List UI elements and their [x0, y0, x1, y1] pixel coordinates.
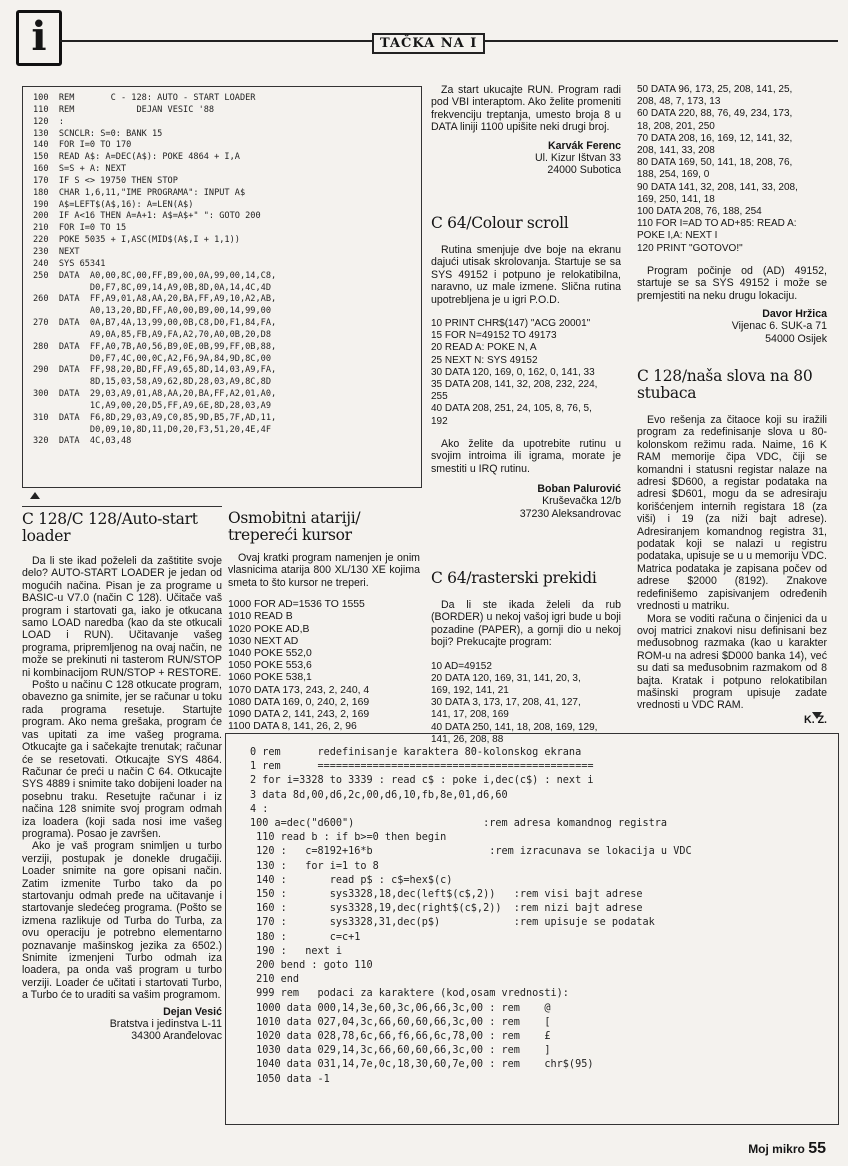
author: Davor Hržica	[762, 308, 827, 321]
atari-listing: 1000 FOR AD=1536 TO 1555 1010 READ B 1020 POKE AD,B 1030 NEXT AD 1040 POKE 552,0 1050 POKE 553,6 1060 POKE 538,1 1070 DATA 173, 243, 2, 240, 4 1080 DATA 169, 0, 240, 2, 169 1090 DATA 2, 141, 243, 2, 169 1100 DATA 8, 141, 26, 2, 96	[228, 599, 370, 733]
paragraph: Da li ste ikada želeli da rub (BORDER) u nekoj vašoj igri bude u boji pozadine (PAPER), a gornji dio u nekoj boji? Prekucajte program:	[431, 599, 621, 649]
raster-listing: 10 AD=49152 20 DATA 120, 169, 31, 141, 20, 3, 169, 192, 141, 21 30 DATA 3, 173, 17, 208, 41, 127, 141, 17, 208, 169 40 DATA 250, 141, 18, 208, 169, 129, 141, 26, 208, 88	[431, 660, 598, 745]
colour-listing: 10 PRINT CHR$(147) "ACG 20001" 15 FOR N=49152 TO 49173 20 READ A: POKE N, A 25 NEXT N: SYS 49152 30 DATA 120, 169, 0, 162, 0, 141, 33 35 DATA 208, 141, 32, 208, 232, 224, 255 40 DATA 208, 251, 24, 105, 8, 76, 5, 192	[431, 318, 598, 427]
c128-listing: 100 REM C - 128: AUTO - START LOADER 110 REM DEJAN VESIC '88 120 : 130 SCNCLR: S=0: BANK 15 140 FOR I=0 TO 170 150 READ A$: A=DEC(A$): POKE 4864 + I,A 160 S=S + A: NEXT 170 IF S <> 19750 THEN STOP 180 CHAR 1,6,11,"IME PROGRAMA": INPUT A$ 190 A$=LEFT$(A$,16): A=LEN(A$) 200 IF A<16 THEN A=A+1: A$=A$+" ": GOTO 200 210 FOR I=0 TO 15 220 POKE 5035 + I,ASC(MID$(A$,I + 1,1)) 230 NEXT 240 SYS 65341 250 DATA A0,00,8C,00,FF,B9,00,0A,99,00,14,C8, D0,F7,8C,09,14,A9,0B,8D,0A,14,4C,4D 260 DATA FF,A9,01,A8,AA,20,BA,FF,A9,10,A2,AB, A0,13,20,BD,FF,A0,00,B9,00,14,99,00 270 DATA 0A,B7,4A,13,99,00,0B,C8,D0,F1,84,FA, A9,0A,85,FB,A9,FA,A2,70,A0,0B,20,D8 280 DATA FF,A0,7B,A0,56,B9,0E,0B,99,FF,0B,88, D0,F7,4C,00,0C,A2,F6,9A,84,9D,8C,00 290 DATA FF,98,20,BD,FF,A9,65,8D,14,03,A9,FA, 8D,15,03,58,A9,62,8D,28,03,A9,8C,8D 300 DATA 29,03,A9,01,A8,AA,20,BA,FF,A2,01,A0, 1C,A9,00,20,D5,FF,A9,6E,8D,28,03,A9 310 DATA F6,8D,29,03,A9,C0,85,9D,B5,7F,AD,11, D0,09,10,8D,11,D0,20,F3,51,20,4E,4F 320 DATA 4C,03,48	[33, 93, 277, 447]
author: K. Z.	[804, 713, 827, 726]
c128-listing-box	[22, 86, 422, 488]
author: Karvák Ferenc	[547, 139, 621, 152]
section-tag: TAČKA NA I	[372, 33, 485, 54]
address-line: Bratstva i jedinstva L-11	[109, 1018, 222, 1031]
paragraph: Mora se voditi računa o činjenici da u ovoj matrici znakovi nisu definisani bez međusobnog razmaka (kao u karakter ROM-u na adresi $D000 banka 14), već su dati sa međusobnim razmakom od 8 bajta. Kratak i potpuno relokatibilan mašinski program upisuje zadate vrednosti u VDC RAM.	[637, 612, 827, 712]
author: Boban Palurović	[537, 483, 621, 496]
page-footer	[748, 1140, 826, 1158]
author: Dejan Vesić	[163, 1005, 222, 1018]
paragraph: Program počinje od (AD) 49152, startuje se sa SYS 49152 i može se premjestiti na neku drugu lokaciju.	[637, 264, 827, 302]
paragraph: Ako želite da upotrebite rutinu u svojim introima ili igrama, morate je smestiti u IRQ rutinu.	[431, 437, 621, 475]
address-line: Vijenac 6. SUK-a 71	[731, 320, 827, 333]
article-atari	[228, 506, 420, 733]
arrow-down-icon	[812, 712, 822, 719]
address-line: 54000 Osijek	[765, 332, 827, 345]
raster-listing-cont: 50 DATA 96, 173, 25, 208, 141, 25, 208, 48, 7, 173, 13 60 DATA 220, 88, 76, 49, 234, 173, 18, 208, 201, 250 70 DATA 208, 16, 169, 12, 141, 32, 208, 141, 33, 208 80 DATA 169, 50, 141, 18, 208, 76, 188, 254, 169, 0 90 DATA 141, 32, 208, 141, 33, 208, 169, 250, 141, 18 100 DATA 208, 76, 188, 254 110 FOR I=AD TO AD+85: READ A: POKE I,A: NEXT I 120 PRINT "GOTOVO!"	[637, 84, 798, 254]
vdc-listing-box	[225, 733, 839, 1125]
address-line: 34300 Aranđelovac	[131, 1030, 222, 1043]
address-line: Kruševačka 12/b	[542, 495, 621, 508]
article-letters	[637, 368, 827, 726]
paragraph: Da li ste ikad poželeli da zaštitite svoje delo? AUTO-START LOADER je jedan od mogućih načina. Pisan je za programe u BASIC-u V7.0 (način C 128). Učitače vaš program i startovati ga, iako je otkucana samo LOAD naredba (kao da ste otkucali LOAD i RUN). Učitavanje vašeg programa, pripremljenog na ovaj način, ne može se prekinuti ni tasterom RUN/STOP ni kombinacijom RUN/STOP + RESTORE.	[22, 555, 222, 679]
arrow-up-icon	[30, 492, 40, 499]
logo-glyph: i	[31, 13, 47, 60]
paragraph: Ako je vaš program snimljen u turbo verziji, postupak je donekle drugačiji. Loader snimite na gore opisani način. Zatim izmenite Turbo tako da po startovanju odmah pređe na učitavanje i startovanje sledećeg programa. (Pošto se izmena razlikuje od Turba do Turba, za ovu operaciju je potrebno elementarno poznavanje mašinskog jezika za 6502.) Snimite izmenjeni Turbo odmah iza loadera, pa onda vaš program u turbo verziji. Loader će učitati i startovati Turbo, a Turbo će to uraditi sa vašim programom.	[22, 840, 222, 1002]
article-colour-scroll	[431, 215, 621, 520]
section-logo	[16, 10, 62, 66]
address-line: 24000 Subotica	[547, 164, 621, 177]
vdc-listing: 0 rem redefinisanje karaktera 80-kolonskog ekrana 1 rem ============================================= 2 for i=3328 to 3339 : read c$ : poke i,dec(c$) : next i 3 data 8d,00,d6,2c,00,d6,10,fb,8e,01,d6,60 4 : 100 a=dec("d600") :rem adresa komandnog registra 110 read b : if b>=0 then begin 120 : c=8192+16*b :rem izracunava se lokacija u VDC 130 : for i=1 to 8 140 : read p$ : c$=hex$(c) 150 : sys3328,18,dec(left$(c$,2)) :rem visi bajt adrese 160 : sys3328,19,dec(right$(c$,2)) :rem nizi bajt adrese 170 : sys3328,31,dec(p$) :rem upisuje se podatak 180 : c=c+1 190 : next i 200 bend : goto 110 210 end 999 rem podaci za karaktere (kod,osam vrednosti): 1000 data 000,14,3e,60,3c,06,66,3c,00 : rem @ 1010 data 027,04,3c,66,60,60,66,3c,00 : rem [ 1020 data 028,78,6c,66,f6,66,6c,78,00 : rem £ 1030 data 029,14,3c,66,60,60,66,3c,00 : rem ] 1040 data 031,14,7e,0c,18,30,60,7e,00 : rem chr$(95) 1050 data -1	[250, 747, 692, 1085]
magazine-name: Moj mikro	[748, 1142, 805, 1156]
article-title: C 64/rasterski prekidi	[431, 569, 597, 587]
paragraph: Rutina smenjuje dve boje na ekranu dajući utisak skrolovanja. Startuje se sa SYS 49152 i potpuno je relokatibilna, naravno, uz male izmene. Slična rutina upotrebljena je u igri P.O.D.	[431, 244, 621, 306]
article-title: C 128/C 128/Auto-start loader	[22, 510, 198, 545]
article-raster	[431, 570, 621, 746]
paragraph: Evo rešenja za čitaoce koji su iražili program za redefinisanje slova u 80-kolonskom režimu rada. Naime, 16 K RAM memorije čipa VDC, čiji se komandni i statusni registar nalaze na adresi $D600, a registar podataka na adresi $D601, mogu da se adresiraju korišćenjem internih registara 18 (za viši) i 19 (za niži bajt adrese). Adresiranjem komandnog registra 31, podatak koji se nalazi u registru podataka, upisuje se u u memoriju VDC. Matrica podataka je zapisana počev od adrese $2000 (8192). Znakove redefinišemo zapisivanjem određenih vrednosti u matriku.	[637, 414, 827, 613]
address-line: 37230 Aleksandrovac	[519, 507, 621, 520]
article-title: C 64/Colour scroll	[431, 214, 569, 232]
divider	[22, 506, 222, 507]
article-title: Osmobitni atariji/ trepereći kursor	[228, 509, 361, 544]
article-title: C 128/naša slova na 80 stubaca	[637, 367, 813, 402]
paragraph: Za start ukucajte RUN. Program radi pod VBI interaptom. Ako želite promeniti frekvenciju treptanja, umesto broja 8 u DATA liniji 1100 upišite neki drugi broj.	[431, 84, 621, 134]
paragraph: Pošto u načinu C 128 otkucate program, obavezno ga snimite, jer se računar u toku rada programa resetuje. Startujte program. Ako nema grešaka, program će vas upitati za ime vašeg programa. Otkucajte ga i sačekajte trenutak; računar će se resetovati. Otkucajte SYS 4864. Računar će preći u način C 64. Otkucajte SYS 4889 i snimite tako dobijeni loader na posebnu traku. Resetujte računar i iz načina 128 snimite svoj program odmah iza loadera (koji sada nosi ime vašeg programa). Posao je završen.	[22, 679, 222, 840]
address-line: Ul. Kizur Ištvan 33	[535, 152, 621, 165]
page-number: 55	[808, 1140, 826, 1157]
article-raster-cont	[637, 84, 827, 345]
article-vbi-end	[431, 84, 621, 177]
paragraph: Ovaj kratki program namenjen je onim vlasnicima atarija 800 XL/130 XE kojima smeta to što kursor ne treperi.	[228, 552, 420, 589]
article-autostart	[22, 506, 222, 1043]
